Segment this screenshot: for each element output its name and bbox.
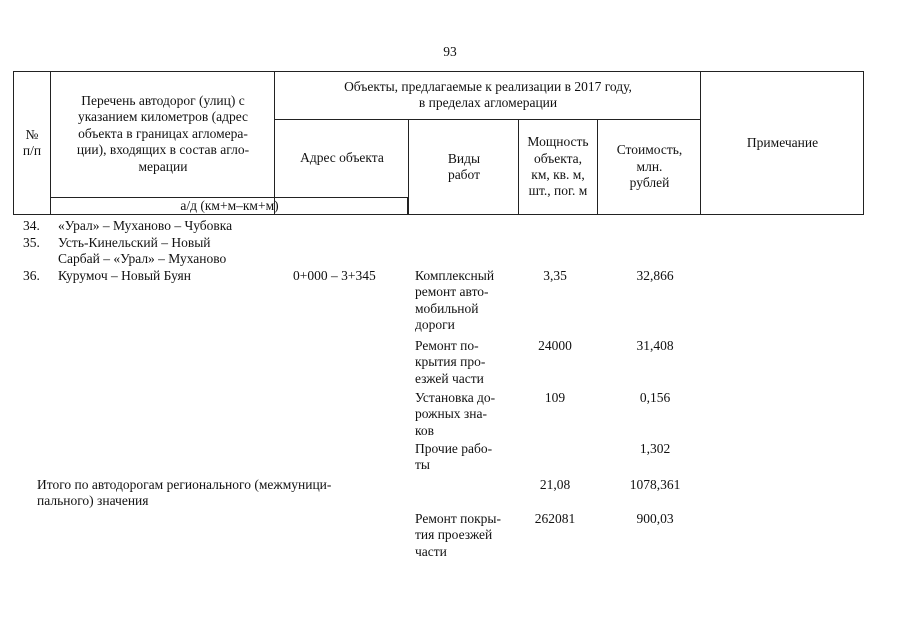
row-34-road: «Урал» – Муханово – Чубовка bbox=[58, 218, 233, 233]
work-capacity-2: 24000 bbox=[538, 338, 572, 353]
total-cost: 1078,361 bbox=[629, 477, 681, 492]
page-number: 93 bbox=[443, 44, 457, 59]
work-cost-2: 31,408 bbox=[636, 338, 674, 353]
work-type-3: Установка до- рожных зна- ков bbox=[415, 390, 496, 438]
work-capacity-1: 3,35 bbox=[543, 268, 567, 283]
total-work-type-1: Ремонт покры- тия проезжей части bbox=[415, 511, 501, 559]
header-col-address: Адрес объекта bbox=[300, 149, 384, 165]
row-34-num: 34. bbox=[23, 218, 40, 233]
work-cost-3: 0,156 bbox=[639, 390, 671, 405]
total-label: Итого по автодорогам регионального (межмуници- пального) значения bbox=[37, 477, 332, 509]
row-36-num: 36. bbox=[23, 268, 40, 283]
header-col-num: № п/п bbox=[22, 126, 42, 158]
total-work-cost-1: 900,03 bbox=[636, 511, 674, 526]
header-col-cost: Стоимость, млн. рублей bbox=[616, 142, 683, 191]
row-35-road: Усть-Кинельский – Новый Сарбай – «Урал» – Муханово bbox=[58, 235, 227, 267]
header-col-works: Виды работ bbox=[447, 150, 481, 182]
work-capacity-3: 109 bbox=[544, 390, 566, 405]
header-col-roads: Перечень автодорог (улиц) с указанием километров (адрес объекта в границах агломера- ции), входящих в состав агло- мерации bbox=[76, 92, 250, 174]
total-work-capacity-1: 262081 bbox=[534, 511, 576, 526]
header-col-roads-sub: а/д (км+м–км+м) bbox=[180, 197, 279, 213]
work-type-4: Прочие рабо- ты bbox=[415, 441, 493, 473]
row-36-road: Курумоч – Новый Буян bbox=[58, 268, 191, 283]
work-cost-4: 1,302 bbox=[639, 441, 671, 456]
header-col-capacity: Мощность объекта, км, кв. м, шт., пог. м bbox=[527, 134, 589, 199]
table-header bbox=[13, 71, 864, 215]
row-35-num: 35. bbox=[23, 235, 40, 250]
row-36-address: 0+000 – 3+345 bbox=[293, 268, 376, 283]
header-col-objects-group: Объекты, предлагаемые к реализации в 2017 году, в пределах агломерации bbox=[344, 78, 632, 110]
work-type-1: Комплексный ремонт авто- мобильной дороги bbox=[415, 268, 495, 333]
header-col-note: Примечание bbox=[746, 134, 819, 150]
work-cost-1: 32,866 bbox=[636, 268, 674, 283]
total-capacity: 21,08 bbox=[539, 477, 571, 492]
work-type-2: Ремонт по- крытия про- езжей части bbox=[415, 338, 486, 386]
